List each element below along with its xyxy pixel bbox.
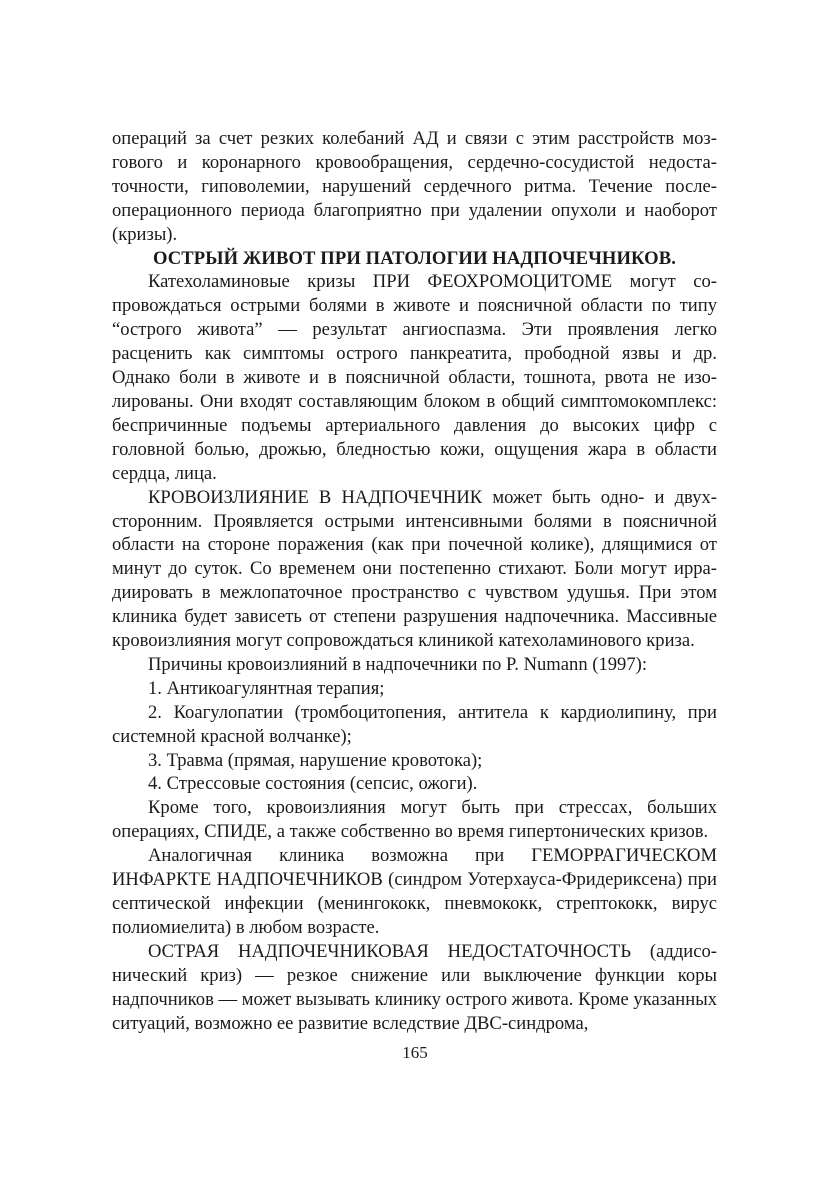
paragraph-causes-intro: Причины кровоизлияний в надпочечники по P. Numann (1997):	[148, 653, 647, 675]
paragraph-adrenal-insufficiency: ОСТРАЯ НАДПОЧЕЧНИКОВАЯ НЕДОСТАТОЧНОСТЬ (аддисонический криз) — резкое снижение или выключение функции коры надпочников — может вызывать клинику острого живота. Кроме указанных ситуаций, возможно ее развитие вследствие ДВС-синдрома,	[112, 940, 717, 1034]
list-item: 2. Коагулопатии (тромбоцитопения, антитела к кардиолипину, при системной красной волчанке);	[112, 701, 717, 747]
paragraph-continuation: операций за счет резких колебаний АД и связи с этим расстройств мозгового и коронарного кровообращения, сердечно-сосудистой недостаточности, гиповолемии, нарушений сердечного ритма. Течение послеоперационного периода благоприятно при удалении опухоли и наоборот (кризы).	[112, 128, 717, 245]
list-item: 4. Стрессовые состояния (сепсис, ожоги).	[148, 773, 478, 795]
paragraph-hemorrhagic-infarction: Аналогичная клиника возможна при ГЕМОРРАГИЧЕСКОМ ИНФАРКТЕ НАДПОЧЕЧНИКОВ (синдром Уотерхауса-Фридериксена) при септической инфекции (менингококк, пневмококк, стрептококк, вирус полиомиелита) в любом возрасте.	[112, 845, 717, 938]
paragraph-hemorrhage: КРОВОИЗЛИЯНИЕ В НАДПОЧЕЧНИК может быть одно- и двухсторонним. Проявляется острыми интенсивными болями в поясничной области на стороне поражения (как при почечной колике), длящимися от минут до суток. Со временем они постепенно стихают. Боли могут иррадиировать в межлопаточное пространство с чувством удушья. При этом клиника будет зависеть от степени разрушения надпочечника. Массивные кровоизлияния могут сопровождаться клиникой катехоламинового криза.	[112, 486, 717, 652]
list-item: 1. Антикоагулянтная терапия;	[148, 677, 385, 699]
paragraph-stress: Кроме того, кровоизлияния могут быть при стрессах, больших операциях, СПИДЕ, а также собственно во время гипертонических кризов.	[112, 797, 717, 843]
page-number: 165	[402, 1043, 428, 1062]
list-item: 3. Травма (прямая, нарушение кровотока);	[148, 749, 483, 771]
paragraph-pheochromocytoma: Катехоламиновые кризы ПРИ ФЕОХРОМОЦИТОМЕ могут сопровождаться острыми болями в животе и поясничной области по типу “острого живота” — результат ангиоспазма. Эти проявления легко расценить как симптомы острого панкреатита, прободной язвы и др. Однако боли в животе и в поясничной области, тошнота, рвота не изолированы. Они входят составляющим блоком в общий симптомокомплекс: беспричинные подъемы артериального давления до высоких цифр с головной болью, дрожью, бледностью кожи, ощущения жара в области сердца, лица.	[112, 271, 717, 484]
page-body	[112, 127, 717, 1035]
section-heading: ОСТРЫЙ ЖИВОТ ПРИ ПАТОЛОГИИ НАДПОЧЕЧНИКОВ.	[152, 247, 676, 269]
